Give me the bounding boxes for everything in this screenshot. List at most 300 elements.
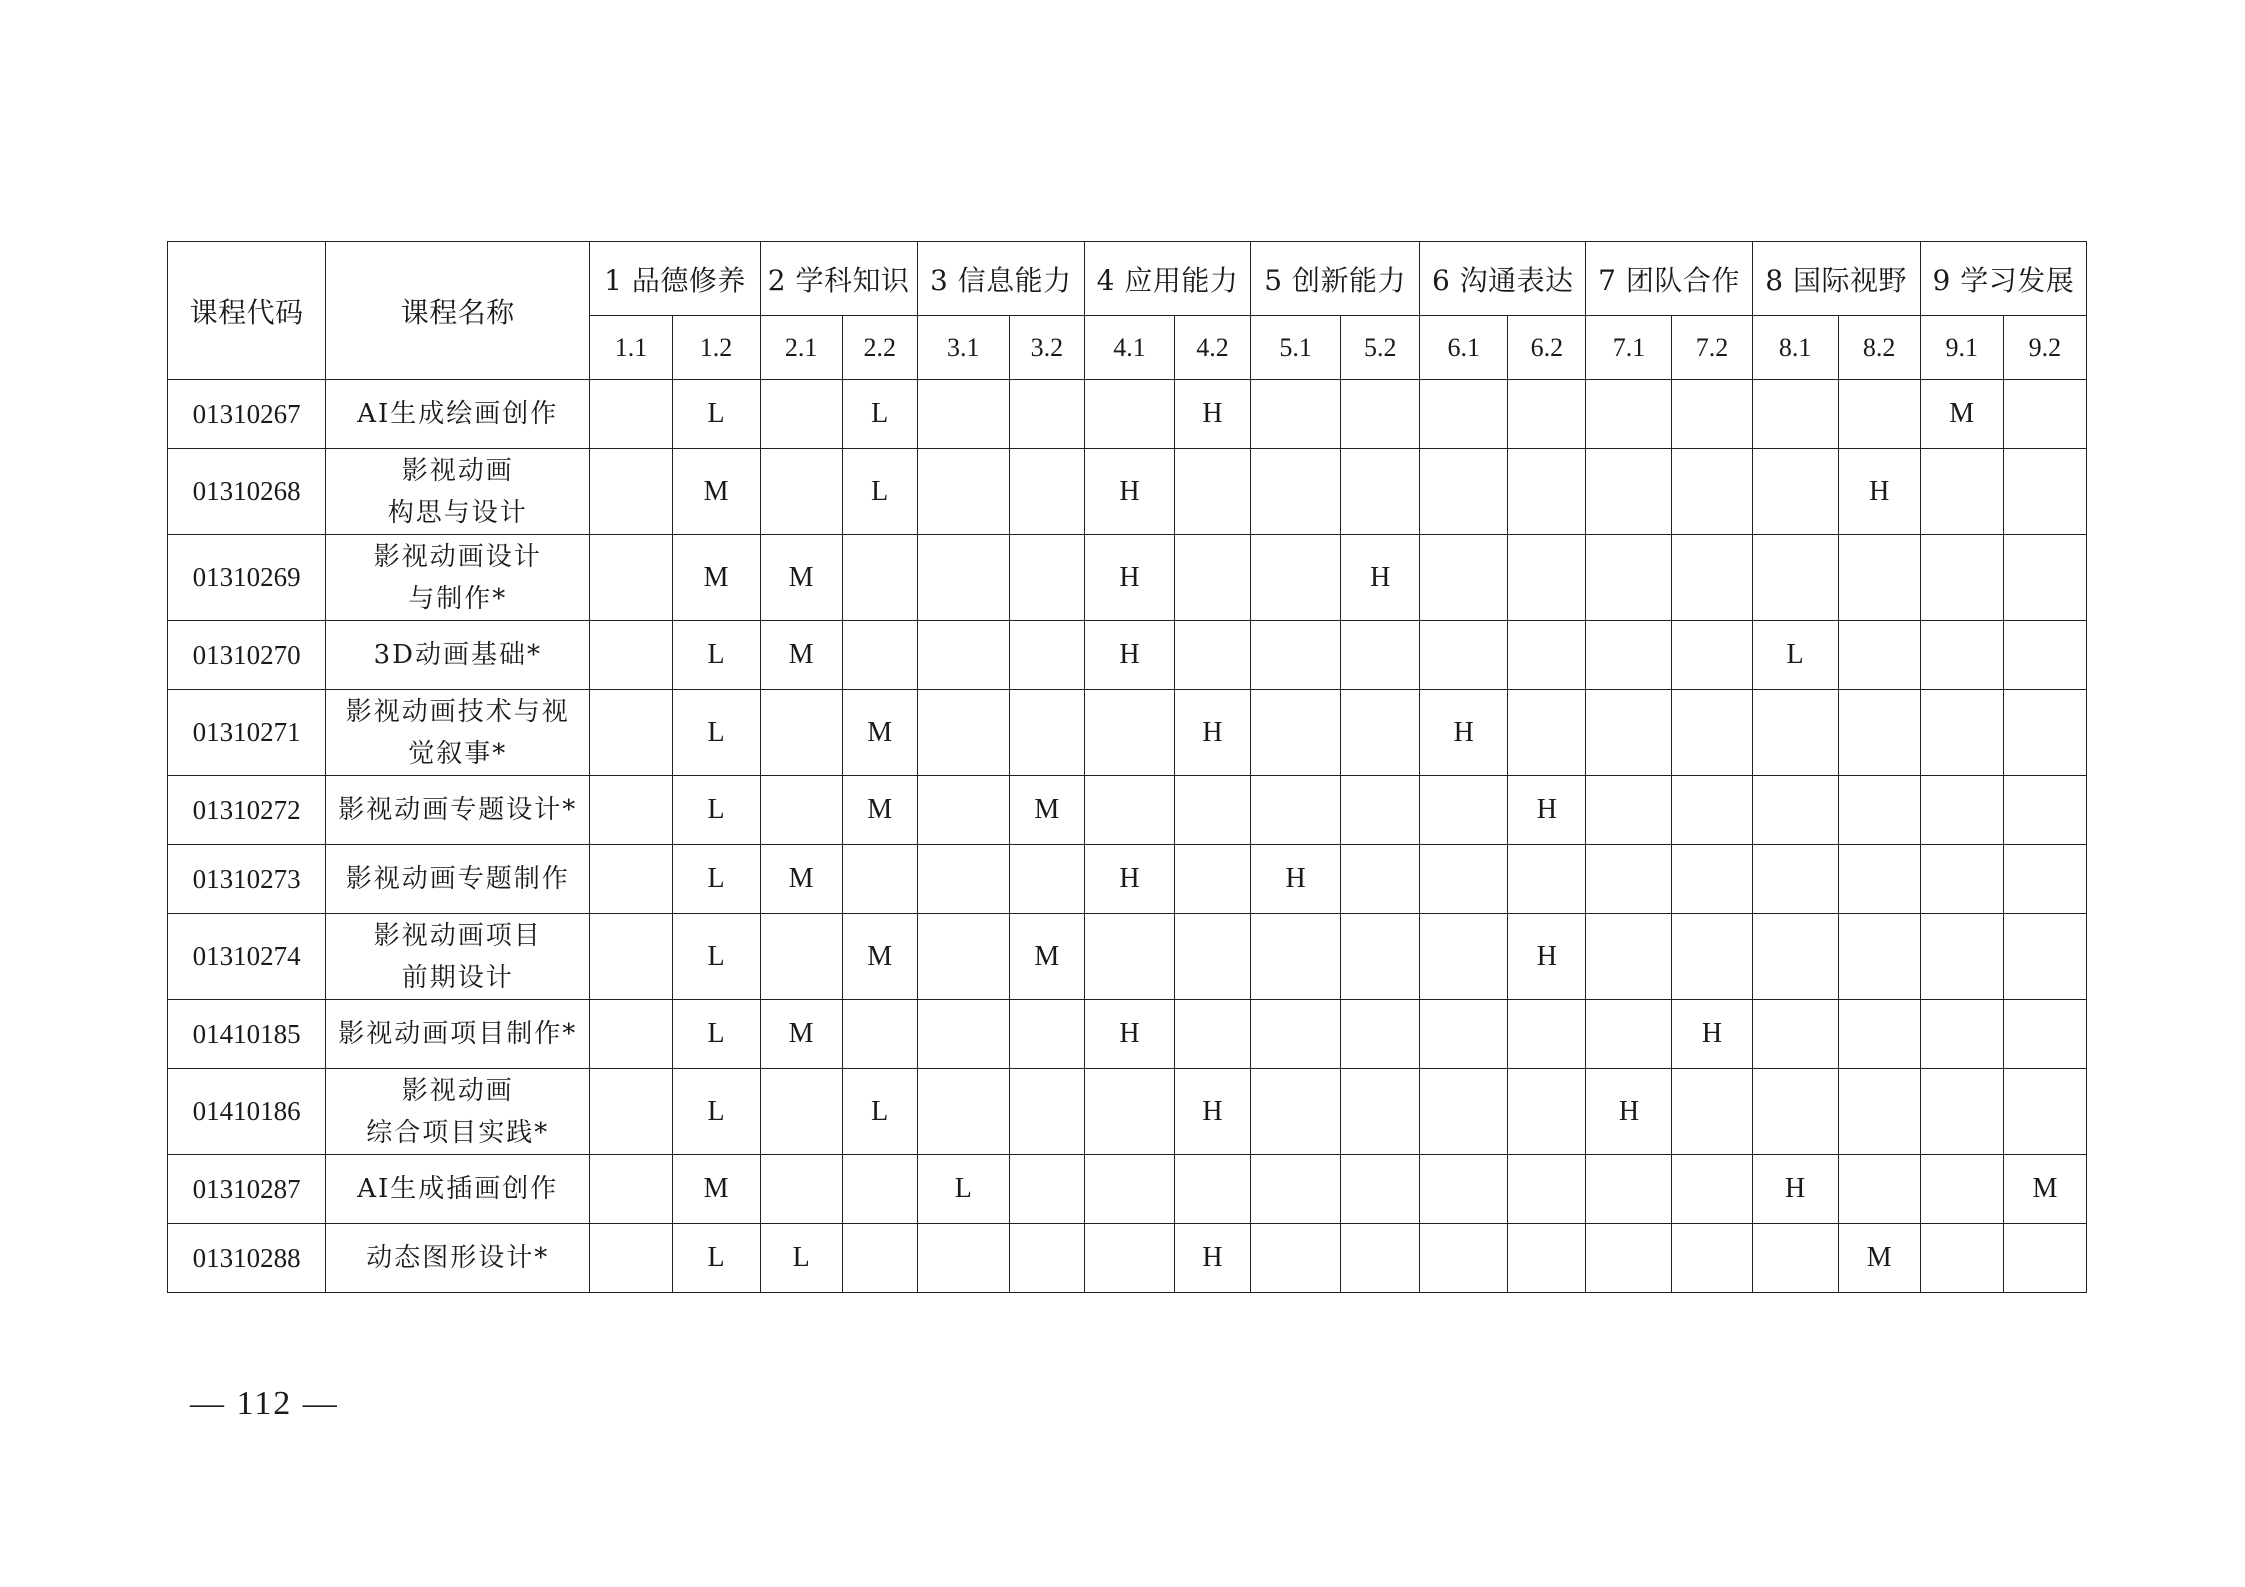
support-level-cell: [760, 776, 842, 845]
outcome-sub-header: 6.2: [1508, 316, 1586, 380]
support-level-cell: H: [1508, 914, 1586, 1000]
outcome-group-header: 3 信息能力: [917, 242, 1084, 316]
support-level-cell: [1586, 776, 1672, 845]
support-level-cell: H: [1175, 1224, 1251, 1293]
support-level-cell: L: [672, 1000, 760, 1069]
support-level-cell: [1175, 1155, 1251, 1224]
outcome-group-header: 2 学科知识: [760, 242, 917, 316]
support-level-cell: M: [842, 776, 917, 845]
outcome-group-header: 7 团队合作: [1586, 242, 1752, 316]
table-row: [168, 380, 2087, 449]
support-level-cell: [1752, 449, 1838, 535]
support-level-cell: [1341, 1224, 1420, 1293]
course-name-line: 影视动画专题制作: [345, 864, 570, 894]
outcome-group-header: 9 学习发展: [1920, 242, 2086, 316]
support-level-cell: H: [1084, 621, 1174, 690]
support-level-cell: [1752, 914, 1838, 1000]
support-level-cell: [1341, 621, 1420, 690]
outcome-sub-header: 7.1: [1586, 316, 1672, 380]
support-level-cell: L: [672, 690, 760, 776]
course-name-line: 3D动画基础*: [373, 640, 542, 670]
support-level-cell: [1009, 845, 1084, 914]
support-level-cell: M: [760, 1000, 842, 1069]
support-level-cell: M: [760, 621, 842, 690]
table-row: [168, 1224, 2087, 1293]
support-level-cell: [2003, 690, 2086, 776]
support-level-cell: [1586, 1000, 1672, 1069]
support-level-cell: [842, 621, 917, 690]
support-level-cell: [1251, 1224, 1341, 1293]
support-level-cell: [1752, 1069, 1838, 1155]
support-level-cell: [917, 914, 1009, 1000]
support-level-cell: [917, 776, 1009, 845]
support-level-cell: [1672, 1155, 1752, 1224]
support-level-cell: [2003, 449, 2086, 535]
support-level-cell: [590, 535, 672, 621]
support-level-cell: M: [672, 1155, 760, 1224]
support-level-cell: [1920, 1155, 2003, 1224]
support-level-cell: [1009, 1000, 1084, 1069]
course-code: 01310274: [168, 914, 326, 1000]
support-level-cell: L: [672, 845, 760, 914]
support-level-cell: H: [1420, 690, 1508, 776]
course-name: [326, 845, 590, 914]
support-level-cell: [1420, 914, 1508, 1000]
support-level-cell: [2003, 1224, 2086, 1293]
support-level-cell: [760, 380, 842, 449]
support-level-cell: H: [1084, 845, 1174, 914]
outcome-group-header: 4 应用能力: [1084, 242, 1250, 316]
support-level-cell: [1175, 776, 1251, 845]
support-level-cell: [1251, 776, 1341, 845]
outcome-sub-header: 2.2: [842, 316, 917, 380]
support-level-cell: [1752, 380, 1838, 449]
support-level-cell: [1009, 380, 1084, 449]
support-level-cell: H: [1752, 1155, 1838, 1224]
support-level-cell: [1084, 914, 1174, 1000]
course-code-header: 课程代码: [168, 242, 326, 380]
support-level-cell: [1420, 449, 1508, 535]
support-level-cell: [1251, 914, 1341, 1000]
support-level-cell: H: [1175, 690, 1251, 776]
support-level-cell: [590, 1000, 672, 1069]
support-level-cell: L: [672, 914, 760, 1000]
support-level-cell: [1838, 1069, 1920, 1155]
support-level-cell: [1009, 449, 1084, 535]
support-level-cell: M: [1920, 380, 2003, 449]
outcome-sub-header: 9.1: [1920, 316, 2003, 380]
table-row: [168, 449, 2087, 535]
outcome-sub-header: 5.2: [1341, 316, 1420, 380]
support-level-cell: [842, 1155, 917, 1224]
outcome-sub-header: 1.1: [590, 316, 672, 380]
support-level-cell: [1251, 690, 1341, 776]
outcome-sub-header: 3.2: [1009, 316, 1084, 380]
support-level-cell: [1508, 1069, 1586, 1155]
support-level-cell: L: [842, 1069, 917, 1155]
support-level-cell: H: [1672, 1000, 1752, 1069]
support-level-cell: [1672, 1069, 1752, 1155]
support-level-cell: [1341, 449, 1420, 535]
support-level-cell: [760, 1155, 842, 1224]
support-level-cell: [1251, 621, 1341, 690]
support-level-cell: H: [1508, 776, 1586, 845]
course-code: 01410185: [168, 1000, 326, 1069]
support-level-cell: [917, 449, 1009, 535]
support-level-cell: [1586, 845, 1672, 914]
support-level-cell: [1420, 1069, 1508, 1155]
support-level-cell: M: [760, 535, 842, 621]
support-level-cell: [1672, 535, 1752, 621]
support-level-cell: [1508, 1000, 1586, 1069]
course-name-line: 影视动画技术与视: [345, 696, 570, 727]
support-level-cell: [842, 1000, 917, 1069]
support-level-cell: [1508, 621, 1586, 690]
support-level-cell: [1672, 621, 1752, 690]
support-level-cell: L: [842, 380, 917, 449]
course-name: [326, 776, 590, 845]
course-name-line: 影视动画: [401, 1075, 514, 1106]
support-level-cell: [1752, 690, 1838, 776]
support-level-cell: H: [1341, 535, 1420, 621]
outcome-group-header: 5 创新能力: [1251, 242, 1420, 316]
support-level-cell: [1672, 845, 1752, 914]
course-name: [326, 690, 590, 776]
support-level-cell: [2003, 621, 2086, 690]
support-level-cell: [1341, 690, 1420, 776]
outcome-sub-header: 1.2: [672, 316, 760, 380]
support-level-cell: [590, 621, 672, 690]
support-level-cell: [1586, 1224, 1672, 1293]
support-level-cell: [1920, 621, 2003, 690]
course-code: 01410186: [168, 1069, 326, 1155]
support-level-cell: [1508, 535, 1586, 621]
support-level-cell: [1009, 621, 1084, 690]
support-level-cell: [1920, 1224, 2003, 1293]
support-level-cell: [1175, 1000, 1251, 1069]
course-code: 01310269: [168, 535, 326, 621]
support-level-cell: [1009, 690, 1084, 776]
support-level-cell: [2003, 1069, 2086, 1155]
table-row: [168, 914, 2087, 1000]
course-name-line: 影视动画项目制作*: [338, 1019, 578, 1049]
support-level-cell: M: [2003, 1155, 2086, 1224]
support-level-cell: [1672, 449, 1752, 535]
support-level-cell: [917, 1069, 1009, 1155]
course-code: 01310273: [168, 845, 326, 914]
support-level-cell: [1420, 380, 1508, 449]
course-code: 01310287: [168, 1155, 326, 1224]
support-level-cell: [590, 380, 672, 449]
outcome-group-header: 8 国际视野: [1752, 242, 1920, 316]
course-name-line: 影视动画设计: [373, 541, 542, 572]
support-level-cell: [590, 845, 672, 914]
support-level-cell: [1672, 690, 1752, 776]
support-level-cell: [1672, 914, 1752, 1000]
support-level-cell: [1420, 621, 1508, 690]
support-level-cell: [1175, 914, 1251, 1000]
support-level-cell: [760, 690, 842, 776]
support-level-cell: [1341, 1155, 1420, 1224]
support-level-cell: [917, 380, 1009, 449]
support-level-cell: [1838, 535, 1920, 621]
support-level-cell: [1920, 1000, 2003, 1069]
support-level-cell: [1752, 535, 1838, 621]
support-level-cell: [1175, 449, 1251, 535]
support-level-cell: [1175, 535, 1251, 621]
course-name-line: 动态图形设计*: [366, 1243, 550, 1273]
support-level-cell: [1920, 1069, 2003, 1155]
support-level-cell: [1341, 776, 1420, 845]
support-level-cell: [1251, 449, 1341, 535]
support-level-cell: [1838, 1000, 1920, 1069]
outcome-sub-header: 5.1: [1251, 316, 1341, 380]
support-level-cell: [1920, 776, 2003, 845]
support-level-cell: H: [1084, 449, 1174, 535]
support-level-cell: [1920, 914, 2003, 1000]
support-level-cell: [917, 535, 1009, 621]
support-level-cell: [1838, 621, 1920, 690]
support-level-cell: H: [1586, 1069, 1672, 1155]
support-level-cell: [1420, 1224, 1508, 1293]
support-level-cell: [760, 1069, 842, 1155]
course-name-line: 构思与设计: [387, 497, 528, 528]
course-code: 01310270: [168, 621, 326, 690]
support-level-cell: [1508, 380, 1586, 449]
support-level-cell: [1420, 535, 1508, 621]
outcome-sub-header: 4.1: [1084, 316, 1174, 380]
course-name-line: 影视动画专题设计*: [338, 795, 578, 825]
support-level-cell: [842, 1224, 917, 1293]
support-level-cell: [1084, 776, 1174, 845]
support-level-cell: [1508, 845, 1586, 914]
table-row: [168, 776, 2087, 845]
support-level-cell: [1508, 1155, 1586, 1224]
support-level-cell: L: [917, 1155, 1009, 1224]
support-level-cell: [1420, 776, 1508, 845]
support-level-cell: [1508, 1224, 1586, 1293]
support-level-cell: L: [672, 776, 760, 845]
support-level-cell: [1838, 690, 1920, 776]
support-level-cell: [1586, 535, 1672, 621]
support-level-cell: [2003, 914, 2086, 1000]
course-name: [326, 1000, 590, 1069]
outcome-sub-header: 9.2: [2003, 316, 2086, 380]
support-level-cell: [590, 1155, 672, 1224]
support-level-cell: [1341, 1069, 1420, 1155]
outcome-sub-header: 3.1: [917, 316, 1009, 380]
support-level-cell: [1586, 1155, 1672, 1224]
support-level-cell: [590, 776, 672, 845]
support-level-cell: [1672, 1224, 1752, 1293]
support-level-cell: [1251, 1155, 1341, 1224]
outcome-sub-header: 6.1: [1420, 316, 1508, 380]
support-level-cell: [1009, 1155, 1084, 1224]
support-level-cell: L: [842, 449, 917, 535]
support-level-cell: L: [760, 1224, 842, 1293]
support-level-cell: [1672, 776, 1752, 845]
support-level-cell: M: [842, 914, 917, 1000]
support-level-cell: M: [760, 845, 842, 914]
support-level-cell: H: [1175, 1069, 1251, 1155]
support-level-cell: [1084, 690, 1174, 776]
page-number: — 112 —: [190, 1385, 339, 1422]
support-level-cell: [1175, 621, 1251, 690]
support-level-cell: [1009, 1224, 1084, 1293]
support-level-cell: [1838, 1155, 1920, 1224]
table-row: [168, 845, 2087, 914]
course-name: [326, 535, 590, 621]
support-level-cell: [1586, 380, 1672, 449]
course-name-line: AI生成插画创作: [357, 1174, 559, 1204]
support-level-cell: [1084, 1069, 1174, 1155]
support-level-cell: H: [1175, 380, 1251, 449]
support-level-cell: [2003, 776, 2086, 845]
outcome-sub-header: 2.1: [760, 316, 842, 380]
course-name-header: 课程名称: [326, 242, 590, 380]
support-level-cell: H: [1084, 535, 1174, 621]
course-name-line: 觉叙事*: [408, 738, 508, 769]
support-level-cell: [1508, 690, 1586, 776]
support-level-cell: [1175, 845, 1251, 914]
course-name: [326, 1155, 590, 1224]
course-name-line: 影视动画: [401, 455, 514, 486]
support-level-cell: [1341, 914, 1420, 1000]
course-name: [326, 1224, 590, 1293]
course-name: [326, 1069, 590, 1155]
support-level-cell: [1920, 690, 2003, 776]
support-level-cell: M: [1838, 1224, 1920, 1293]
support-level-cell: [1508, 449, 1586, 535]
support-level-cell: [1752, 845, 1838, 914]
support-level-cell: [1838, 845, 1920, 914]
support-level-cell: H: [1251, 845, 1341, 914]
support-level-cell: [1251, 1069, 1341, 1155]
table-row: [168, 1069, 2087, 1155]
outcome-sub-header: 8.2: [1838, 316, 1920, 380]
course-code: 01310271: [168, 690, 326, 776]
course-name: [326, 914, 590, 1000]
support-level-cell: [1009, 1069, 1084, 1155]
course-name: [326, 380, 590, 449]
support-level-cell: [1586, 690, 1672, 776]
support-level-cell: H: [1084, 1000, 1174, 1069]
support-level-cell: [590, 1224, 672, 1293]
course-name: [326, 449, 590, 535]
support-level-cell: [1586, 914, 1672, 1000]
course-code: 01310267: [168, 380, 326, 449]
support-level-cell: [1838, 776, 1920, 845]
support-level-cell: [1341, 1000, 1420, 1069]
course-name-line: AI生成绘画创作: [357, 399, 559, 429]
support-level-cell: [1752, 1224, 1838, 1293]
table-row: [168, 535, 2087, 621]
support-level-cell: [1672, 380, 1752, 449]
support-level-cell: [1009, 535, 1084, 621]
support-level-cell: [917, 845, 1009, 914]
table-row: [168, 621, 2087, 690]
support-level-cell: [1586, 621, 1672, 690]
support-level-cell: [1420, 845, 1508, 914]
support-level-cell: [1341, 380, 1420, 449]
support-level-cell: M: [672, 535, 760, 621]
support-level-cell: [917, 1224, 1009, 1293]
course-name: [326, 621, 590, 690]
support-level-cell: M: [1009, 914, 1084, 1000]
support-level-cell: L: [672, 1224, 760, 1293]
outcome-sub-header: 4.2: [1175, 316, 1251, 380]
support-level-cell: [1586, 449, 1672, 535]
support-level-cell: [1084, 380, 1174, 449]
support-level-cell: [1838, 914, 1920, 1000]
table-row: [168, 1000, 2087, 1069]
support-level-cell: M: [672, 449, 760, 535]
support-level-cell: [1251, 535, 1341, 621]
support-level-cell: [2003, 380, 2086, 449]
support-level-cell: [1420, 1155, 1508, 1224]
support-level-cell: [1920, 845, 2003, 914]
course-outcome-matrix: [167, 241, 2087, 1293]
support-level-cell: [590, 690, 672, 776]
course-code: 01310272: [168, 776, 326, 845]
table-row: [168, 690, 2087, 776]
course-name-line: 影视动画项目: [373, 920, 542, 951]
support-level-cell: [1838, 380, 1920, 449]
support-level-cell: [1420, 1000, 1508, 1069]
support-level-cell: [760, 449, 842, 535]
support-level-cell: [842, 535, 917, 621]
support-level-cell: L: [1752, 621, 1838, 690]
support-level-cell: H: [1838, 449, 1920, 535]
support-level-cell: L: [672, 621, 760, 690]
support-level-cell: M: [842, 690, 917, 776]
outcome-sub-header: 7.2: [1672, 316, 1752, 380]
support-level-cell: [1084, 1224, 1174, 1293]
outcome-sub-header: 8.1: [1752, 316, 1838, 380]
support-level-cell: [842, 845, 917, 914]
support-level-cell: [1341, 845, 1420, 914]
support-level-cell: [1752, 1000, 1838, 1069]
support-level-cell: [1752, 776, 1838, 845]
course-name-line: 综合项目实践*: [366, 1117, 550, 1148]
support-level-cell: [1920, 535, 2003, 621]
support-level-cell: [2003, 1000, 2086, 1069]
support-level-cell: [1920, 449, 2003, 535]
course-code: 01310268: [168, 449, 326, 535]
support-level-cell: L: [672, 380, 760, 449]
course-code: 01310288: [168, 1224, 326, 1293]
support-level-cell: [1251, 380, 1341, 449]
table-row: [168, 1155, 2087, 1224]
support-level-cell: [917, 690, 1009, 776]
support-level-cell: [590, 1069, 672, 1155]
support-level-cell: [2003, 535, 2086, 621]
support-level-cell: [917, 621, 1009, 690]
support-level-cell: M: [1009, 776, 1084, 845]
support-level-cell: [1251, 1000, 1341, 1069]
support-level-cell: [760, 914, 842, 1000]
support-level-cell: [917, 1000, 1009, 1069]
outcome-group-header: 1 品德修养: [590, 242, 760, 316]
support-level-cell: [2003, 845, 2086, 914]
support-level-cell: L: [672, 1069, 760, 1155]
outcome-group-header: 6 沟通表达: [1420, 242, 1586, 316]
course-name-line: 与制作*: [408, 583, 508, 614]
support-level-cell: [590, 449, 672, 535]
course-name-line: 前期设计: [401, 962, 514, 993]
support-level-cell: [1084, 1155, 1174, 1224]
support-level-cell: [590, 914, 672, 1000]
